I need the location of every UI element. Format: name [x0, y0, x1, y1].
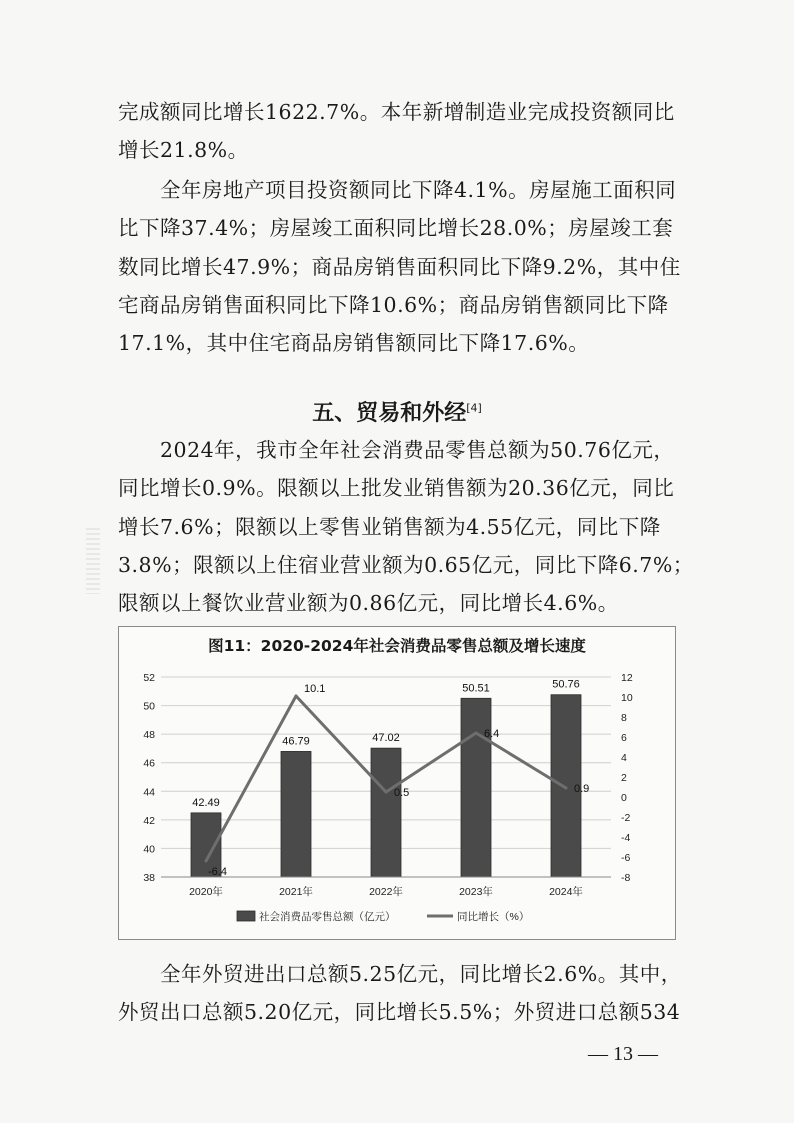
scan-artifact	[86, 528, 100, 594]
x-tick-label: 2024年	[549, 886, 583, 898]
chart-canvas	[119, 627, 675, 939]
legend-label-line: 同比增长（%）	[457, 911, 530, 923]
bar-value-label: 47.02	[372, 732, 400, 745]
text-line: 限额以上餐饮业营业额为0.86亿元，同比增长4.6%。	[118, 591, 619, 616]
text-line: 同比增长0.9%。限额以上批发业销售额为20.36亿元，同比	[118, 476, 675, 501]
x-tick-label: 2020年	[189, 886, 223, 898]
bar-2022年	[371, 748, 401, 877]
text-line: 数同比增长47.9%；商品房销售面积同比下降9.2%，其中住	[118, 254, 681, 279]
y-tick-left: 42	[143, 814, 155, 827]
y-tick-right: 10	[621, 692, 633, 704]
growth-point	[565, 787, 568, 790]
text-line: 比下降37.4%；房屋竣工面积同比增长28.0%；房屋竣工套	[118, 216, 674, 241]
section-heading-text: 五、贸易和外经	[312, 401, 467, 426]
growth-value-label: 10.1	[304, 683, 326, 695]
page-number: — 13 —	[588, 1043, 658, 1065]
text-line: 宅商品房销售面积同比下降10.6%；商品房销售额同比下降	[118, 292, 669, 317]
y-tick-right: 0	[621, 792, 627, 804]
y-tick-right: 2	[621, 772, 627, 784]
text-line: 2024年，我市全年社会消费品零售总额为50.76亿元，	[118, 438, 675, 462]
y-tick-left: 44	[143, 786, 155, 799]
text-line: 增长7.6%；限额以上零售业销售额为4.55亿元，同比下降	[118, 514, 661, 539]
footnote-ref: [4]	[466, 401, 482, 415]
y-tick-left: 38	[143, 872, 155, 884]
y-tick-left: 46	[143, 757, 155, 770]
text-line: 外贸出口总额5.20亿元，同比增长5.5%；外贸进口总额534	[118, 1000, 681, 1025]
bar-value-label: 50.76	[552, 678, 580, 691]
growth-value-label: -6.4	[208, 866, 227, 878]
text-line: 完成额同比增长1622.7%。本年新增制造业完成投资额同比	[118, 100, 675, 124]
text-line: 全年外贸进出口总额5.25亿元，同比增长2.6%。其中，	[118, 962, 682, 986]
paragraph-foreign-trade	[118, 955, 682, 1032]
growth-value-label: 0.9	[574, 783, 590, 795]
x-tick-label: 2022年	[369, 886, 403, 898]
paragraph-retail	[118, 431, 694, 622]
bar-2021年	[281, 751, 311, 877]
y-tick-right: 8	[621, 712, 627, 724]
y-tick-right: -8	[621, 872, 631, 884]
bar-2023年	[461, 698, 491, 877]
legend-label-bar: 社会消费品零售总额（亿元）	[259, 911, 396, 923]
x-tick-label: 2021年	[279, 886, 313, 898]
y-tick-right: 6	[621, 732, 627, 744]
section-heading	[0, 396, 794, 427]
y-tick-left: 48	[143, 729, 155, 742]
y-tick-left: 50	[143, 700, 155, 713]
chart-figure-11	[118, 626, 676, 940]
x-tick-label: 2023年	[459, 886, 493, 898]
y-tick-right: -6	[621, 852, 631, 864]
text-line: 17.1%，其中住宅商品房销售额同比下降17.6%。	[118, 331, 590, 356]
y-tick-left: 52	[143, 672, 155, 684]
paragraph-real-estate	[118, 171, 681, 362]
paragraph-investment-tail	[118, 93, 678, 170]
y-tick-right: 12	[621, 672, 633, 684]
bar-value-label: 42.49	[192, 796, 220, 809]
growth-point	[475, 732, 478, 735]
legend-swatch-bar	[237, 911, 255, 921]
text-line: 全年房地产项目投资额同比下降4.1%。房屋施工面积同	[118, 178, 677, 202]
y-tick-right: -4	[621, 832, 631, 844]
growth-value-label: 0.5	[394, 787, 410, 799]
text-line: 增长21.8%。	[118, 138, 249, 163]
growth-point	[295, 695, 298, 698]
growth-point	[385, 791, 388, 794]
bar-value-label: 46.79	[282, 735, 310, 748]
growth-point	[205, 860, 208, 863]
y-tick-right: 4	[621, 752, 627, 764]
bar-value-label: 50.51	[462, 682, 490, 695]
growth-value-label: 6.4	[484, 728, 500, 740]
text-line: 3.8%；限额以上住宿业营业额为0.65亿元，同比下降6.7%；	[118, 552, 694, 577]
y-tick-left: 40	[143, 843, 155, 856]
chart-title: 图11：2020-2024年社会消费品零售总额及增长速度	[208, 637, 586, 655]
y-tick-right: -2	[621, 812, 631, 824]
